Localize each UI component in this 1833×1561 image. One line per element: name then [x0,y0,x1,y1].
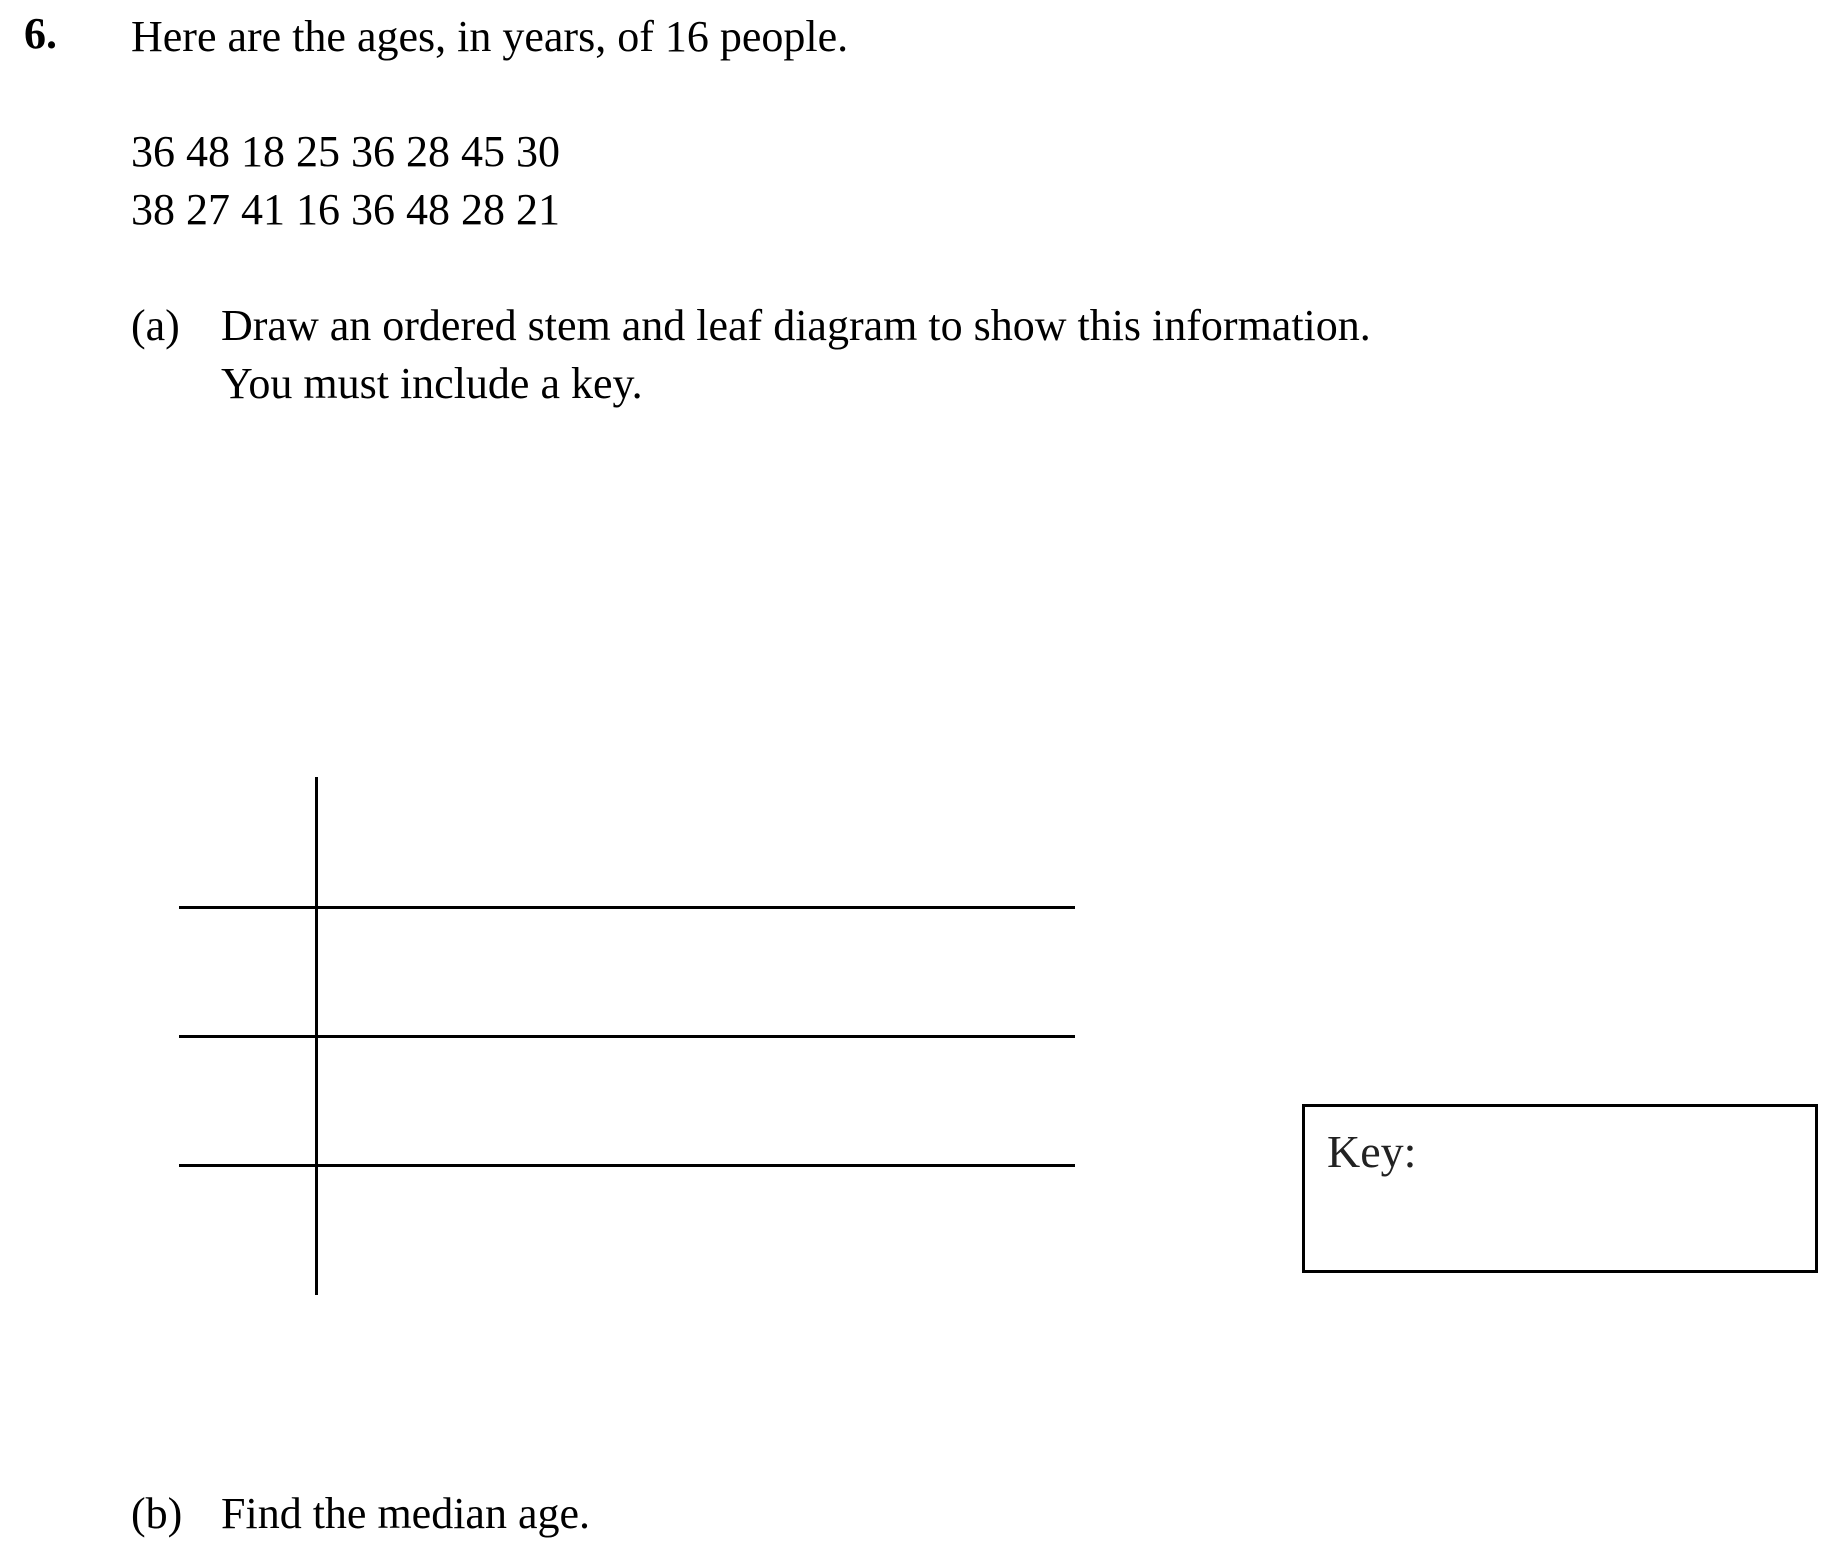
ages-data-row-2: 38 27 41 16 36 48 28 21 [131,185,560,234]
ages-data-row-1: 36 48 18 25 36 28 45 30 [131,127,560,176]
part-a-instruction-line-2: You must include a key. [221,359,643,408]
stem-row-line-3 [179,1164,1075,1167]
part-a-instruction-line-1: Draw an ordered stem and leaf diagram to show this information. [221,301,1371,350]
question-number: 6. [24,9,57,58]
question-intro: Here are the ages, in years, of 16 people. [131,12,849,61]
part-a-label: (a) [131,301,180,350]
part-b-label: (b) [131,1489,183,1538]
key-label: Key: [1327,1126,1417,1177]
stem-row-line-1 [179,906,1075,909]
stem-row-line-2 [179,1035,1075,1038]
key-box[interactable] [1302,1104,1818,1273]
part-b-instruction: Find the median age. [221,1489,591,1538]
